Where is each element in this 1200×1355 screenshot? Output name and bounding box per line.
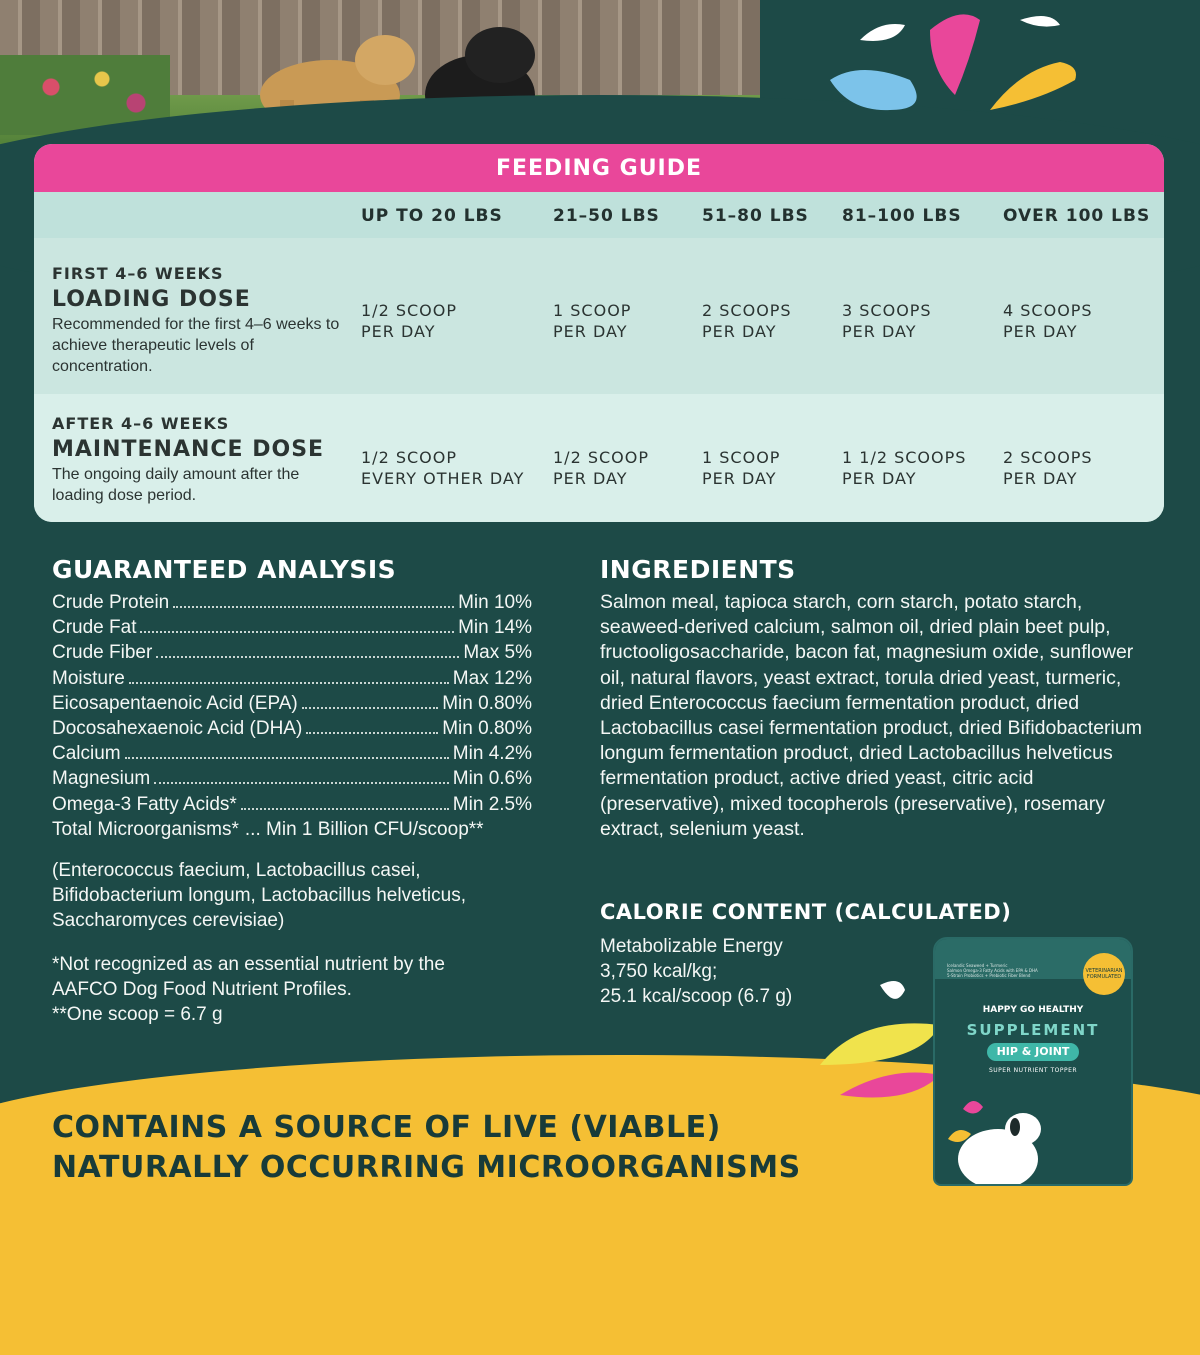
- analysis-value: Min 4.2%: [452, 743, 532, 765]
- bag-claim: Salmon Omega-3 Fatty Acids with EPA & DHA: [947, 968, 1038, 973]
- row-label: [52, 414, 342, 506]
- analysis-name: Crude Fiber: [52, 642, 153, 664]
- row-heading: MAINTENANCE DOSE: [52, 437, 325, 462]
- row-description: The ongoing daily amount after the loading dose period.: [52, 466, 300, 504]
- analysis-row: [52, 640, 532, 665]
- analysis-name: Omega-3 Fatty Acids*: [52, 793, 237, 815]
- analysis-value: Max 5%: [463, 642, 532, 664]
- column-header: 51–80 LBS: [702, 206, 809, 226]
- analysis-value: Min 2.5%: [452, 793, 532, 815]
- analysis-value: ... Min 1 Billion CFU/scoop**: [244, 818, 484, 840]
- feeding-guide-header: [34, 144, 1164, 192]
- bag-claims: [947, 963, 1059, 978]
- leader-dots: [129, 682, 449, 684]
- analysis-value: Max 12%: [452, 667, 532, 689]
- calorie-line: 25.1 kcal/scoop (6.7 g): [600, 986, 793, 1007]
- banner-line: CONTAINS A SOURCE OF LIVE (VIABLE): [52, 1110, 721, 1145]
- feeding-guide-title: FEEDING GUIDE: [495, 155, 703, 181]
- analysis-row: [52, 691, 532, 716]
- dose-cell: 1 SCOOP PER DAY: [553, 301, 632, 341]
- dose-cell: 1 SCOOP PER DAY: [702, 448, 781, 488]
- analysis-row: [52, 741, 532, 766]
- dose-cell: 4 SCOOPS PER DAY: [1003, 301, 1093, 341]
- dose-cell: 3 SCOOPS PER DAY: [842, 301, 932, 341]
- leader-dots: [241, 808, 449, 810]
- banner-line: NATURALLY OCCURRING MICROORGANISMS: [52, 1150, 801, 1185]
- column-header: 81–100 LBS: [842, 206, 962, 226]
- column-header: OVER 100 LBS: [1003, 206, 1151, 226]
- analysis-name: Calcium: [52, 743, 121, 765]
- product-bag-image: [933, 937, 1133, 1186]
- row-description: Recommended for the first 4–6 weeks to achieve therapeutic levels of concentration.: [52, 316, 340, 375]
- analysis-row: [52, 766, 532, 791]
- calorie-line: Metabolizable Energy: [600, 936, 783, 957]
- bag-claim: 5-Strain Probiotics + Prebiotic Fiber Blend: [947, 973, 1031, 978]
- analysis-value: Min 10%: [458, 592, 532, 613]
- leader-dots: [140, 631, 454, 633]
- loading-dose-row: [34, 238, 1164, 394]
- analysis-name: Crude Protein: [52, 592, 170, 613]
- analysis-row: [52, 716, 532, 741]
- leader-dots: [302, 707, 438, 709]
- ingredients-title: INGREDIENTS: [600, 555, 796, 584]
- bag-subtitle: SUPER NUTRIENT TOPPER: [988, 1067, 1078, 1074]
- dog-illustration: [943, 1089, 1063, 1184]
- analysis-name: Total Microorganisms*: [52, 818, 239, 840]
- analysis-list: [52, 590, 532, 842]
- row-kicker: FIRST 4–6 WEEKS: [52, 264, 224, 283]
- analysis-row: [52, 817, 532, 842]
- footnote-aafco: *Not recognized as an essential nutrient by the AAFCO Dog Food Nutrient Profiles.: [52, 954, 445, 1000]
- organisms-list: (Enterococcus faecium, Lactobacillus casei, Bifidobacterium longum, Lactobacillus helveticus, Saccharomyces cerevisiae): [52, 860, 466, 931]
- analysis-row: [52, 590, 532, 615]
- analysis-row: [52, 666, 532, 691]
- column-header: 21–50 LBS: [553, 206, 660, 226]
- maintenance-dose-row: [34, 394, 1164, 522]
- leader-dots: [156, 656, 459, 658]
- analysis-name: Eicosapentaenoic Acid (EPA): [52, 692, 298, 714]
- paint-splash-icon: [820, 0, 1100, 150]
- analysis-value: Min 14%: [458, 617, 532, 639]
- weight-columns-header: [34, 192, 1164, 238]
- leader-dots: [125, 757, 449, 759]
- dose-cell: 1/2 SCOOP EVERY OTHER DAY: [361, 448, 525, 488]
- feeding-guide-table: [34, 144, 1164, 522]
- analysis-row: [52, 792, 532, 817]
- guaranteed-analysis-title: GUARANTEED ANALYSIS: [52, 555, 397, 584]
- dose-cell: 2 SCOOPS PER DAY: [702, 301, 792, 341]
- leader-dots: [306, 732, 438, 734]
- column-header: UP TO 20 LBS: [361, 206, 503, 226]
- calorie-title: CALORIE CONTENT (CALCULATED): [600, 900, 1012, 924]
- row-kicker: AFTER 4–6 WEEKS: [52, 414, 230, 433]
- analysis-value: Min 0.6%: [452, 768, 532, 790]
- dose-cell: 1/2 SCOOP PER DAY: [361, 301, 457, 341]
- dose-cell: 2 SCOOPS PER DAY: [1003, 448, 1093, 488]
- leader-dots: [173, 606, 454, 608]
- row-label: [52, 264, 342, 377]
- bag-brand: HAPPY GO HEALTHY: [982, 1005, 1084, 1015]
- dose-cell: 1/2 SCOOP PER DAY: [553, 448, 649, 488]
- analysis-name: Moisture: [52, 667, 125, 689]
- bag-claim: Icelandic Seaweed + Turmeric: [947, 963, 1008, 968]
- bag-product: SUPPLEMENT: [966, 1021, 1100, 1039]
- analysis-name: Magnesium: [52, 768, 151, 790]
- analysis-value: Min 0.80%: [442, 692, 532, 714]
- footnote-scoop: **One scoop = 6.7 g: [52, 1004, 223, 1025]
- dose-cell: 1 1/2 SCOOPS PER DAY: [842, 448, 967, 488]
- bag-variant: HIP & JOINT: [987, 1043, 1079, 1061]
- analysis-row: [52, 615, 532, 640]
- row-heading: LOADING DOSE: [52, 287, 251, 312]
- analysis-name: Docosahexaenoic Acid (DHA): [52, 718, 303, 740]
- vet-badge: VETERINARIAN FORMULATED: [1083, 953, 1125, 995]
- leader-dots: [154, 782, 449, 784]
- calorie-line: 3,750 kcal/kg;: [600, 961, 718, 982]
- analysis-name: Crude Fat: [52, 617, 137, 639]
- ingredients-text: Salmon meal, tapioca starch, corn starch, potato starch, seaweed-derived calcium, salmon oil, dried plain beet pulp, fructooligosaccharide, bacon fat, magnesium oxide, sunflower oil, natural flavors, yeast extract, torula dried yeast, turmeric, dried Enterococcus faecium fermentation product, dried Lactobacillus casei fermentation product, dried Bifidobacterium longum fermentation product, dried Lactobacillus helveticus fermentation product, active dried yeast, citric acid (preservative), mixed tocopherols (preservative), rosemary extract, selenium yeast.: [600, 591, 1142, 840]
- analysis-value: Min 0.80%: [442, 718, 532, 740]
